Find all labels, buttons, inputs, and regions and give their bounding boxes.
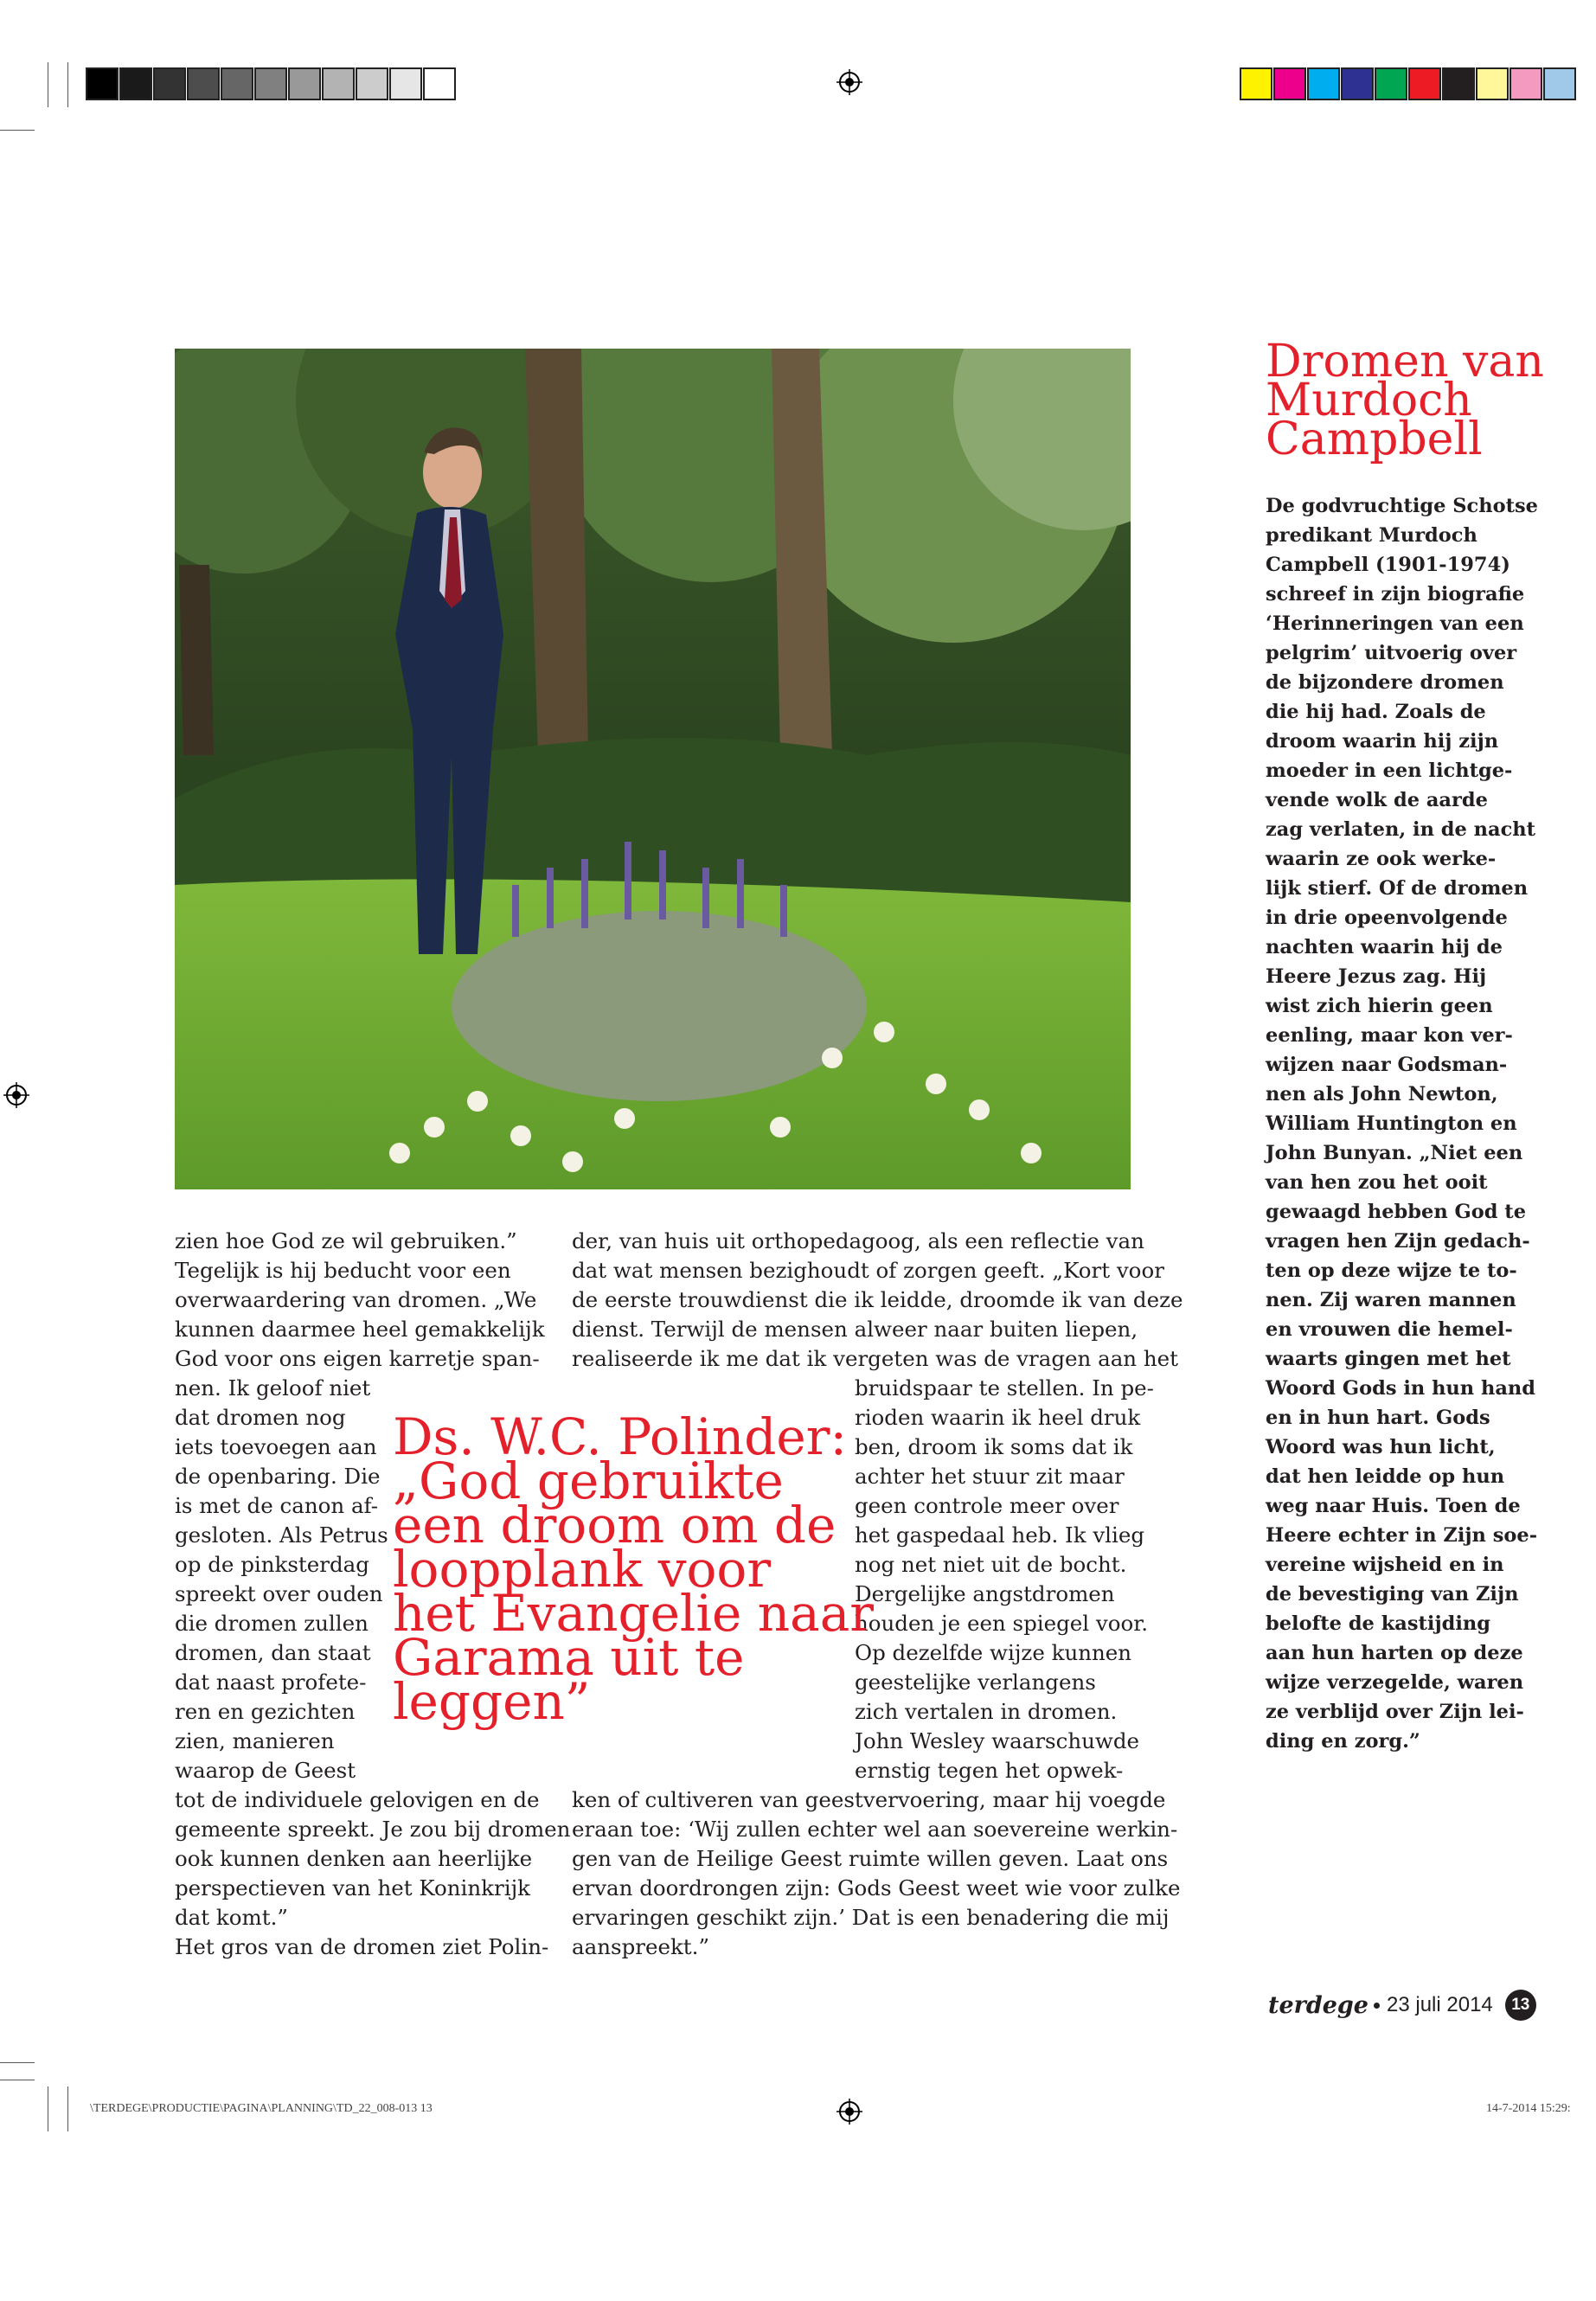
sidebar-line: vende wolk de aarde xyxy=(1266,789,1488,811)
article-line: ook kunnen denken aan heerlijke xyxy=(175,1846,533,1871)
article-line: spreekt over ouden xyxy=(175,1581,383,1606)
sidebar-line: William Huntington en xyxy=(1266,1112,1517,1135)
crop-mark xyxy=(67,62,68,107)
sidebar-line: Heere echter in Zijn soe- xyxy=(1266,1524,1538,1547)
article-column-2-top xyxy=(572,1227,1183,1374)
calibration-swatch xyxy=(187,67,220,100)
article-line: waarop de Geest xyxy=(175,1758,356,1783)
sidebar-line: die hij had. Zoals de xyxy=(1266,701,1486,723)
article-line: eraan toe: ‘Wij zullen echter wel aan soevereine werkin- xyxy=(572,1817,1178,1842)
article-line: zich vertalen in dromen. xyxy=(855,1699,1118,1724)
calibration-swatch xyxy=(119,67,152,100)
article-line: der, van huis uit orthopedagoog, als een reflectie van xyxy=(572,1228,1144,1253)
sidebar-line: wijzen naar Godsman- xyxy=(1266,1054,1508,1076)
sidebar-line: John Bunyan. „Niet een xyxy=(1266,1142,1523,1164)
article-line: God voor ons eigen karretje span- xyxy=(175,1346,540,1371)
sidebar-line: vragen hen Zijn gedach- xyxy=(1266,1230,1530,1253)
slug-timestamp: 14-7-2014 15:29: xyxy=(1486,2102,1571,2115)
article-line: zien, manieren xyxy=(175,1728,335,1753)
calibration-swatch xyxy=(1442,67,1475,100)
sidebar-line: De godvruchtige Schotse xyxy=(1266,495,1538,517)
issue-date: 23 juli 2014 xyxy=(1387,1993,1493,2016)
pull-quote-line: een droom om de xyxy=(393,1496,836,1554)
sidebar-line: belofte de kastijding xyxy=(1266,1612,1490,1635)
calibration-swatch xyxy=(153,67,186,100)
crop-mark xyxy=(67,2086,68,2131)
article-line: is met de canon af- xyxy=(175,1493,379,1518)
article-column-2-bottom xyxy=(572,1785,1181,1962)
article-line: de eerste trouwdienst die ik leidde, droomde ik van deze xyxy=(572,1287,1183,1312)
article-line: Tegelijk is hij beducht voor een xyxy=(175,1258,511,1283)
calibration-swatch xyxy=(322,67,355,100)
sidebar-line: nachten waarin hij de xyxy=(1266,936,1503,958)
pull-quote-line: „God gebruikte xyxy=(393,1452,784,1510)
calibration-swatch xyxy=(1509,67,1542,100)
calibration-swatch xyxy=(1240,67,1272,100)
article-line: kunnen daarmee heel gemakkelijk xyxy=(175,1317,545,1342)
sidebar-line: gewaagd hebben God te xyxy=(1266,1201,1527,1223)
sidebar-line: nen. Zij waren mannen xyxy=(1266,1289,1516,1311)
article-line: achter het stuur zit maar xyxy=(855,1464,1125,1489)
calibration-swatch xyxy=(389,67,422,100)
article-line: Het gros van de dromen ziet Polin- xyxy=(175,1934,549,1959)
article-column-2-middle xyxy=(855,1374,1154,1785)
calibration-swatch xyxy=(254,67,287,100)
sidebar-line: waarts gingen met het xyxy=(1266,1348,1511,1370)
pull-quote-line: loopplank voor xyxy=(393,1540,772,1599)
page-footer xyxy=(1268,1988,1536,2022)
calibration-swatch xyxy=(288,67,321,100)
article-line: rioden waarin ik heel druk xyxy=(855,1405,1141,1430)
sidebar-line: predikant Murdoch xyxy=(1266,524,1477,547)
article-line: dat naast profete- xyxy=(175,1670,367,1695)
sidebar-line: pelgrim’ uitvoerig over xyxy=(1266,642,1517,664)
article-line: op de pinksterdag xyxy=(175,1552,369,1577)
sidebar-title-line: Dromen van xyxy=(1266,336,1544,388)
calibration-swatch xyxy=(1476,67,1509,100)
article-line: nog net niet uit de bocht. xyxy=(855,1552,1127,1577)
sidebar-line: zag verlaten, in de nacht xyxy=(1266,818,1536,841)
sidebar-line: waarin ze ook werke- xyxy=(1266,848,1497,870)
pull-quote xyxy=(393,1407,875,1731)
sidebar-line: en vrouwen die hemel- xyxy=(1266,1318,1513,1341)
article-line: die dromen zullen xyxy=(175,1611,369,1636)
article-line: tot de individuele gelovigen en de xyxy=(175,1787,540,1812)
registration-mark-icon xyxy=(836,69,862,95)
sidebar-line: van hen zou het ooit xyxy=(1266,1171,1488,1194)
article-line: nen. Ik geloof niet xyxy=(175,1375,371,1400)
sidebar-line: weg naar Huis. Toen de xyxy=(1266,1495,1521,1517)
article-line: realiseerde ik me dat ik vergeten was de vragen aan het xyxy=(572,1346,1178,1371)
sidebar-line: moeder in een lichtge- xyxy=(1266,760,1513,782)
calibration-swatch xyxy=(1408,67,1441,100)
photo-man-in-garden-icon xyxy=(175,349,1131,1189)
calibration-swatch xyxy=(356,67,388,100)
article-line: geen controle meer over xyxy=(855,1493,1119,1518)
sidebar-line: de bevestiging van Zijn xyxy=(1266,1583,1519,1606)
article-line: houden je een spiegel voor. xyxy=(855,1611,1149,1636)
sidebar-line: droom waarin hij zijn xyxy=(1266,730,1499,753)
article-line: overwaardering van dromen. „We xyxy=(175,1287,537,1312)
sidebar-line: schreef in zijn biografie xyxy=(1266,583,1525,606)
article-line: geestelijke verlangens xyxy=(855,1670,1096,1695)
sidebar-line: Woord Gods in hun hand xyxy=(1266,1377,1536,1400)
sidebar-line: ‘Herinneringen van een xyxy=(1266,612,1524,635)
article-line: dat komt.” xyxy=(175,1905,288,1930)
registration-mark-icon xyxy=(836,2099,862,2125)
calibration-swatch xyxy=(1341,67,1374,100)
bullet-separator xyxy=(1374,2003,1380,2009)
article-line: dromen, dan staat xyxy=(175,1640,371,1665)
sidebar-body xyxy=(1266,491,1538,1756)
calibration-swatch xyxy=(1273,67,1306,100)
sidebar-line: wijze verzegelde, waren xyxy=(1266,1671,1524,1694)
pull-quote-line: het Evangelie naar xyxy=(393,1584,875,1643)
calibration-swatch xyxy=(1543,67,1576,100)
sidebar-line: Heere Jezus zag. Hij xyxy=(1266,965,1487,988)
sidebar-line: lijk stierf. Of de dromen xyxy=(1266,877,1529,900)
pull-quote-line: Ds. W.C. Polinder: xyxy=(393,1407,848,1466)
article-line: gemeente spreekt. Je zou bij dromen xyxy=(175,1817,571,1842)
article-line: ernstig tegen het opwek- xyxy=(855,1758,1124,1783)
sidebar-line: nen als John Newton, xyxy=(1266,1083,1498,1106)
sidebar-line: en in hun hart. Gods xyxy=(1266,1407,1490,1429)
article-photo xyxy=(175,349,1131,1189)
sidebar-line: aan hun harten op deze xyxy=(1266,1642,1523,1664)
article-line: dienst. Terwijl de mensen alweer naar buiten liepen, xyxy=(572,1317,1138,1342)
sidebar-title-line: Campbell xyxy=(1266,413,1483,465)
sidebar-line: ze verblijd over Zijn lei- xyxy=(1266,1701,1524,1723)
sidebar-line: Campbell (1901-1974) xyxy=(1266,554,1510,576)
article-line: ervaringen geschikt zijn.’ Dat is een benadering die mij xyxy=(572,1905,1170,1930)
article-line: bruidspaar te stellen. In pe- xyxy=(855,1375,1154,1400)
sidebar-line: dat hen leidde op hun xyxy=(1266,1465,1505,1488)
crop-mark xyxy=(0,130,35,131)
sidebar-title xyxy=(1266,336,1544,465)
article-line: de openbaring. Die xyxy=(175,1464,381,1489)
sidebar-line: Woord was hun licht, xyxy=(1266,1436,1496,1458)
sidebar-line: de bijzondere dromen xyxy=(1266,671,1504,694)
slug-path: \TERDEGE\PRODUCTIE\PAGINA\PLANNING\TD_22_008-013 13 xyxy=(90,2102,433,2115)
pull-quote-line: Garama uit te xyxy=(393,1628,745,1687)
article-line: dat wat mensen bezighoudt of zorgen geeft. „Kort voor xyxy=(572,1258,1164,1283)
article-line: aanspreekt.” xyxy=(572,1934,709,1959)
calibration-swatch xyxy=(423,67,456,100)
sidebar-line: ten op deze wijze te to- xyxy=(1266,1259,1517,1282)
magazine-brand: terdege xyxy=(1268,1991,1368,2019)
article-line: het gaspedaal heb. Ik vlieg xyxy=(855,1522,1145,1548)
article-line: ken of cultiveren van geestvervoering, maar hij voegde xyxy=(572,1787,1166,1812)
sidebar-title-line: Murdoch xyxy=(1266,375,1472,426)
article-line: ervan doordrongen zijn: Gods Geest weet wie voor zulke xyxy=(572,1875,1181,1900)
calibration-swatch xyxy=(221,67,253,100)
article-line: Dergelijke angstdromen xyxy=(855,1581,1115,1606)
sidebar-line: wist zich hierin geen xyxy=(1266,995,1493,1017)
article-line: zien hoe God ze wil gebruiken.” xyxy=(175,1228,517,1253)
article-line: gen van de Heilige Geest ruimte willen geven. Laat ons xyxy=(572,1846,1169,1871)
article-line: perspectieven van het Koninkrijk xyxy=(175,1875,531,1900)
sidebar-line: ding en zorg.” xyxy=(1266,1730,1420,1753)
article-line: John Wesley waarschuwde xyxy=(855,1728,1140,1753)
page-number: 13 xyxy=(1505,1990,1536,2021)
article-line: gesloten. Als Petrus xyxy=(175,1522,388,1548)
article-line: ben, droom ik soms dat ik xyxy=(855,1434,1133,1459)
article-line: iets toevoegen aan xyxy=(175,1434,377,1459)
calibration-swatch xyxy=(1307,67,1340,100)
registration-mark-icon xyxy=(3,1082,29,1108)
calibration-swatch xyxy=(1375,67,1407,100)
crop-mark xyxy=(0,2062,35,2063)
sidebar-line: vereine wijsheid en in xyxy=(1266,1554,1504,1576)
sidebar-line: eenling, maar kon ver- xyxy=(1266,1024,1513,1047)
sidebar-line: in drie opeenvolgende xyxy=(1266,907,1508,929)
pull-quote-line: leggen” xyxy=(393,1672,591,1731)
article-line: Op dezelfde wijze kunnen xyxy=(855,1640,1132,1665)
calibration-swatch xyxy=(86,67,119,100)
article-line: ren en gezichten xyxy=(175,1699,356,1724)
article-line: dat dromen nog xyxy=(175,1405,346,1430)
